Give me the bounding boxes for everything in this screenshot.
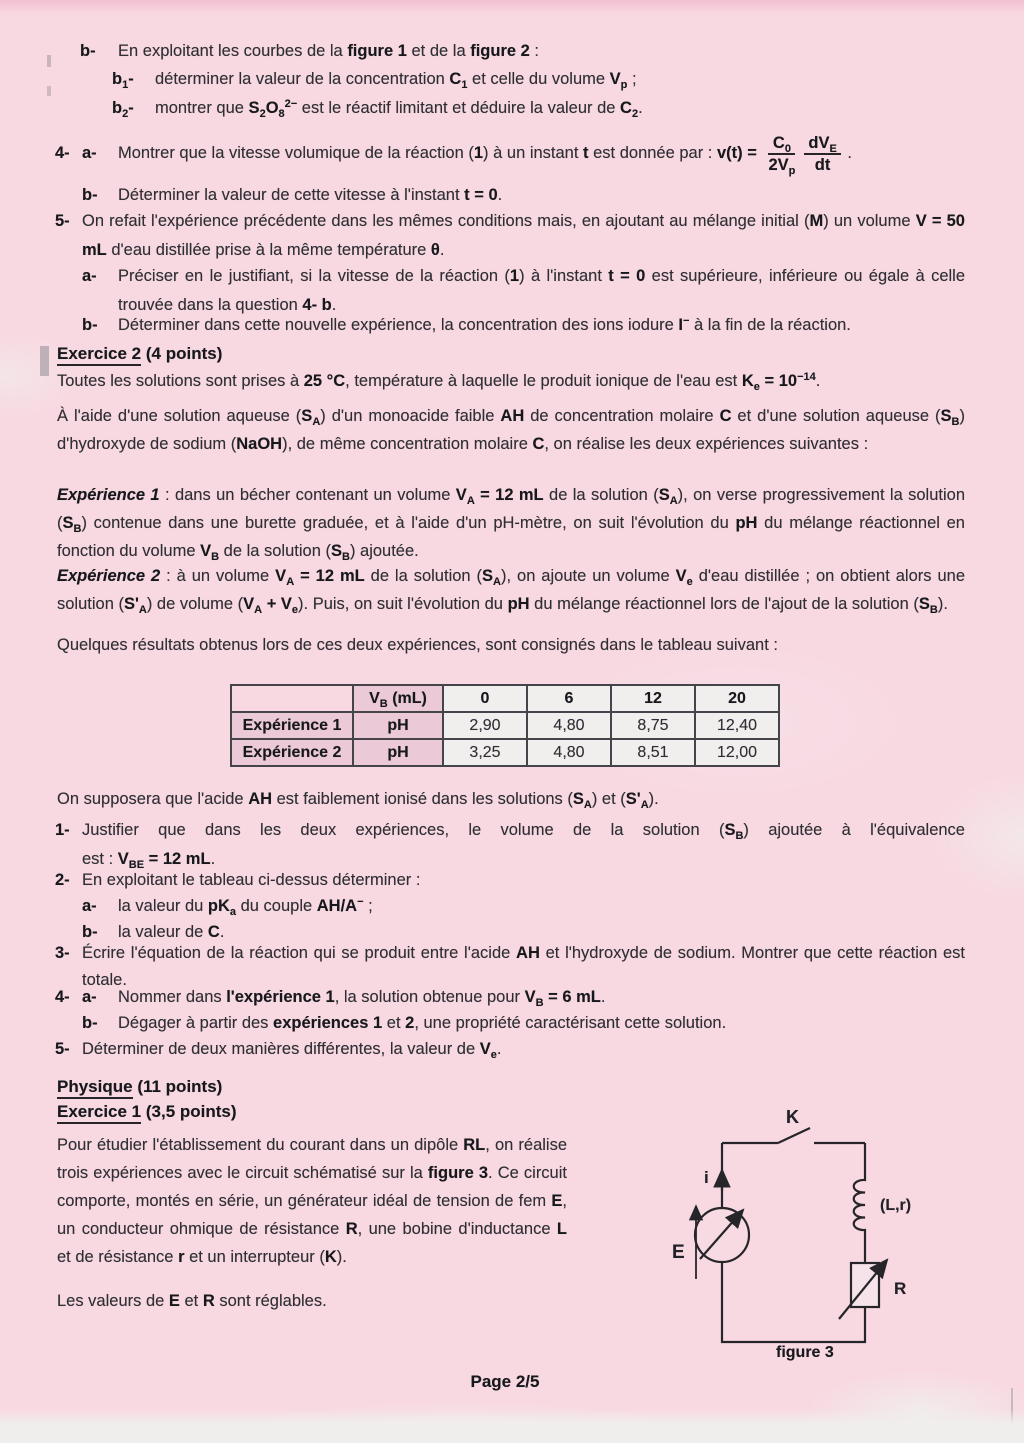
question-b1 bbox=[112, 70, 965, 89]
item-text: En exploitant le tableau ci-dessus déterminer : bbox=[82, 871, 421, 889]
resistor-symbol bbox=[839, 1260, 887, 1319]
table-header-row bbox=[231, 685, 779, 712]
table-cell: 12 bbox=[611, 685, 695, 712]
item-label: a- bbox=[82, 144, 97, 162]
emf-label: E bbox=[672, 1242, 685, 1263]
table-cell: 6 bbox=[527, 685, 611, 712]
results-table bbox=[230, 684, 780, 767]
scan-artifact bbox=[47, 55, 51, 67]
exercice1-heading bbox=[57, 1102, 237, 1122]
item-text: la valeur de C. bbox=[118, 923, 225, 941]
table-row bbox=[231, 739, 779, 766]
page-number: Page 2/5 bbox=[470, 1372, 540, 1391]
item-text: Écrire l'équation de la réaction qui se produit entre l'acide AH et l'hydroxyde de sodium. Montrer que cette réaction est totale. bbox=[82, 944, 966, 989]
item-text: Déterminer de deux manières différentes, la valeur de $V_e$. bbox=[82, 1040, 502, 1061]
table-cell: 12,40 bbox=[695, 712, 779, 739]
item-label: a- bbox=[82, 897, 97, 915]
item-text: En exploitant les courbes de la figure 1 et de la figure 2 : bbox=[118, 42, 539, 60]
exercice2-heading bbox=[57, 344, 222, 364]
item-number: 2- bbox=[55, 871, 70, 889]
table-cell: 8,75 bbox=[611, 712, 695, 739]
physique-heading bbox=[57, 1077, 222, 1097]
question-1 bbox=[55, 816, 965, 874]
figure3-caption: figure 3 bbox=[776, 1344, 834, 1361]
paragraph-setup: À l'aide d'une solution aqueuse $(S_A)$ d'un monoacide faible AH de concentration molaire C et d'une solution aqueuse $(S_B)$ d'hydroxyde de sodium (NaOH), de même concentration molaire C, on réalise les deux expériences suivantes : bbox=[57, 407, 965, 453]
current-label: i bbox=[704, 1168, 709, 1187]
scan-artifact bbox=[40, 346, 49, 376]
switch-K bbox=[722, 1128, 865, 1143]
question-2 bbox=[55, 871, 965, 890]
question-4a-ex2 bbox=[55, 988, 965, 1007]
table-cell: 8,51 bbox=[611, 739, 695, 766]
paragraph-reglables: Les valeurs de E et R sont réglables. bbox=[57, 1292, 327, 1310]
question-5a bbox=[82, 262, 965, 320]
item-number: 5- bbox=[55, 212, 70, 230]
paragraph-suppose: On supposera que l'acide AH est faiblement ionisé dans les solutions $(S_A)$ et $(S'_A)$. bbox=[57, 790, 659, 811]
item-text-line2: est : $V_{BE} = 12$ mL. bbox=[82, 850, 216, 871]
item-text-line1: Justifier que dans les deux expériences, le volume de la solution $(S_B)$ ajoutée à l'équivalence bbox=[82, 821, 965, 842]
question-b2 bbox=[112, 99, 965, 118]
results-table-wrapper bbox=[230, 684, 780, 767]
item-label: b- bbox=[80, 42, 96, 60]
item-label: $b_2-$ bbox=[112, 99, 134, 120]
table-cell: 20 bbox=[695, 685, 779, 712]
paragraph-results: Quelques résultats obtenus lors de ces deux expériences, sont consignés dans le tableau suivant : bbox=[57, 636, 778, 654]
table-col-header: $V_B$ (mL) bbox=[353, 685, 443, 712]
item-text: Nommer dans l'expérience 1, la solution obtenue pour $V_B = 6$ mL. bbox=[118, 988, 606, 1009]
inductor-coil bbox=[854, 1143, 865, 1263]
question-3 bbox=[55, 940, 965, 994]
item-number: 3- bbox=[55, 944, 70, 962]
physique-points: (11 points) bbox=[132, 1077, 223, 1096]
table-cell: 3,25 bbox=[443, 739, 527, 766]
item-label: b- bbox=[82, 923, 98, 941]
item-number: 1- bbox=[55, 821, 70, 839]
item-number: 4- bbox=[55, 988, 70, 1006]
exercice2-title: Exercice 2 bbox=[57, 344, 141, 366]
question-5-ex2 bbox=[55, 1040, 965, 1059]
generator-symbol bbox=[695, 1208, 749, 1262]
exercice2-points: (4 points) bbox=[141, 344, 223, 363]
circuit-figure-3 bbox=[650, 1095, 990, 1357]
scan-artifact bbox=[47, 86, 51, 96]
question-5b bbox=[82, 316, 965, 335]
item-number: 4- bbox=[55, 144, 70, 162]
item-text: la valeur du $pK_a$ du couple AH/A− ; bbox=[118, 896, 373, 918]
item-text: On refait l'expérience précédente dans les mêmes conditions mais, en ajoutant au mélange initial (M) un volume V = 50 mL d'eau distillée prise à la même température θ. bbox=[82, 212, 965, 259]
table-cell: 0 bbox=[443, 685, 527, 712]
item-text bbox=[82, 816, 965, 874]
item-number: 5- bbox=[55, 1040, 70, 1058]
question-b bbox=[80, 42, 965, 61]
physique-title: Physique bbox=[57, 1077, 133, 1099]
resistor-label: R bbox=[894, 1279, 907, 1298]
item-label: a- bbox=[82, 267, 97, 285]
question-4b bbox=[82, 186, 965, 205]
paragraph-physique: Pour étudier l'établissement du courant dans un dipôle RL, on réalise trois expériences avec le circuit schématisé sur la figure 3. Ce circuit comporte, montés en série, un générateur idéal de tension de fem E, un conducteur ohmique de résistance R, une bobine d'inductance L et de résistance r et un interrupteur (K). bbox=[57, 1136, 568, 1266]
table-cell: 4,80 bbox=[527, 712, 611, 739]
item-text: Déterminer dans cette nouvelle expérience, la concentration des ions iodure I− à la fin de la réaction. bbox=[118, 315, 851, 334]
item-label: b- bbox=[82, 316, 98, 334]
table-cell: pH bbox=[353, 739, 443, 766]
table-cell: 12,00 bbox=[695, 739, 779, 766]
table-corner-cell bbox=[231, 685, 353, 712]
switch-label: K bbox=[786, 1107, 799, 1127]
question-2a bbox=[82, 897, 965, 916]
exercice1-points: (3,5 points) bbox=[141, 1102, 237, 1121]
table-row-header: Expérience 2 bbox=[231, 739, 353, 766]
item-label: b- bbox=[82, 186, 98, 204]
question-4a bbox=[55, 130, 965, 176]
table-cell: pH bbox=[353, 712, 443, 739]
item-text: déterminer la valeur de la concentration $C_1$ et celle du volume $V_p$ ; bbox=[155, 70, 637, 91]
paragraph-experience1: Expérience 1 : dans un bécher contenant un volume $V_A = 12$ mL de la solution $(S_A)$, on verse progressivement la solution $(S_B)$ contenue dans une burette graduée, et à l'aide d'un pH-mètre, on suit l'évolution du pH du mélange réactionnel en fonction du volume $V_B$ de la solution $(S_B)$ ajoutée. bbox=[57, 486, 966, 563]
paragraph-experience2: Expérience 2 : à un volume $V_A = 12$ mL de la solution $(S_A)$, on ajoute un volume $V_e$ d'eau distillée ; on obtient alors une solution $(S'_A)$ de volume $(V_A + V_e)$. Puis, on suit l'évolution du pH du mélange réactionnel lors de l'ajout de la solution $(S_B)$. bbox=[57, 567, 965, 616]
question-4b-ex2 bbox=[82, 1014, 965, 1033]
item-text: Déterminer la valeur de cette vitesse à l'instant t = 0. bbox=[118, 186, 503, 204]
table-row-header: Expérience 1 bbox=[231, 712, 353, 739]
question-5 bbox=[55, 207, 965, 265]
item-text: Préciser en le justifiant, si la vitesse de la réaction (1) à l'instant t = 0 est supérieure, inférieure ou égale à celle trouvée dans la question 4- b. bbox=[118, 267, 965, 314]
item-text: montrer que $S_2O_8^{2-}$ est le réactif limitant et déduire la valeur de $C_2$. bbox=[155, 98, 643, 120]
coil-label: (L,r) bbox=[880, 1197, 912, 1214]
item-label: b- bbox=[82, 1014, 98, 1032]
table-row bbox=[231, 712, 779, 739]
exercice1-title: Exercice 1 bbox=[57, 1102, 141, 1124]
item-text: Montrer que la vitesse volumique de la réaction (1) à un instant t est donnée par : v(t) = $\frac{C_0}{2V_p}$ $\frac{dV_E}{dt}$ . bbox=[118, 133, 852, 177]
item-label: $b_1-$ bbox=[112, 70, 134, 91]
table-cell: 4,80 bbox=[527, 739, 611, 766]
scan-bottom-strip bbox=[0, 1409, 1024, 1443]
item-label: a- bbox=[82, 988, 97, 1006]
paragraph-intro: Toutes les solutions sont prises à 25 °C, température à laquelle le produit ionique de l'eau est $K_e = 10^{-14}$. bbox=[57, 371, 821, 393]
item-text: Dégager à partir des expériences 1 et 2, une propriété caractérisant cette solution. bbox=[118, 1014, 727, 1032]
table-cell: 2,90 bbox=[443, 712, 527, 739]
